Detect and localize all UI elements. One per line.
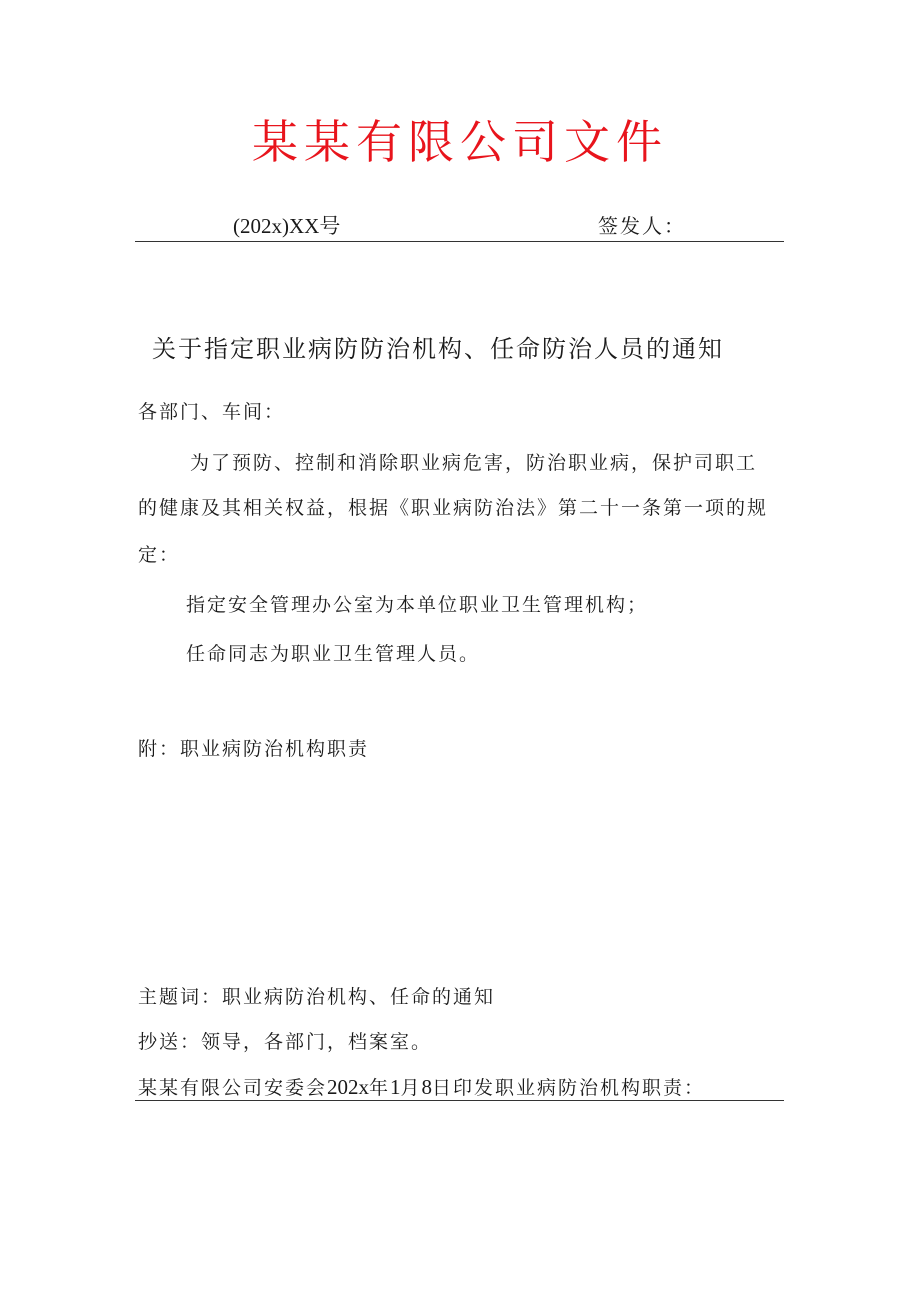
subject-keywords: 主题词：职业病防治机构、任命的通知 <box>138 986 496 1008</box>
notice-item: 指定安全管理办公室为本单位职业卫生管理机构； <box>186 594 649 616</box>
paragraph-line: 的健康及其相关权益，根据《职业病防治法》第二十一条第一项的规 <box>138 497 769 519</box>
attachment-line: 附：职业病防治机构职责 <box>138 738 370 760</box>
document-header-title: 某某有限公司文件 <box>252 115 668 169</box>
header-divider <box>135 241 784 242</box>
signer-label: 签发人： <box>598 214 686 238</box>
cc-line: 抄送：领导，各部门，档案室。 <box>138 1031 433 1053</box>
document-number: (202x)XX号 <box>233 214 341 238</box>
notice-item: 任命同志为职业卫生管理人员。 <box>186 643 481 665</box>
issuer-line <box>138 1073 705 1102</box>
footer-divider <box>135 1100 784 1101</box>
issuer-day: 8 <box>421 1075 433 1099</box>
issuer-prefix: 某某有限公司安委会 <box>138 1077 328 1099</box>
issuer-month-char: 月 <box>400 1077 422 1099</box>
notice-title: 关于指定职业病防防治机构、任命防治人员的通知 <box>152 335 724 363</box>
paragraph-line: 定： <box>138 544 181 566</box>
issuer-year-char: 年 <box>369 1077 391 1099</box>
issuer-month: 1 <box>390 1075 401 1099</box>
paragraph-line: 为了预防、控制和消除职业病危害，防治职业病，保护司职工 <box>190 452 758 474</box>
issuer-year: 202x <box>327 1075 370 1099</box>
salutation: 各部门、车间： <box>138 401 286 423</box>
issuer-suffix: 日印发职业病防治机构职责： <box>432 1077 706 1099</box>
